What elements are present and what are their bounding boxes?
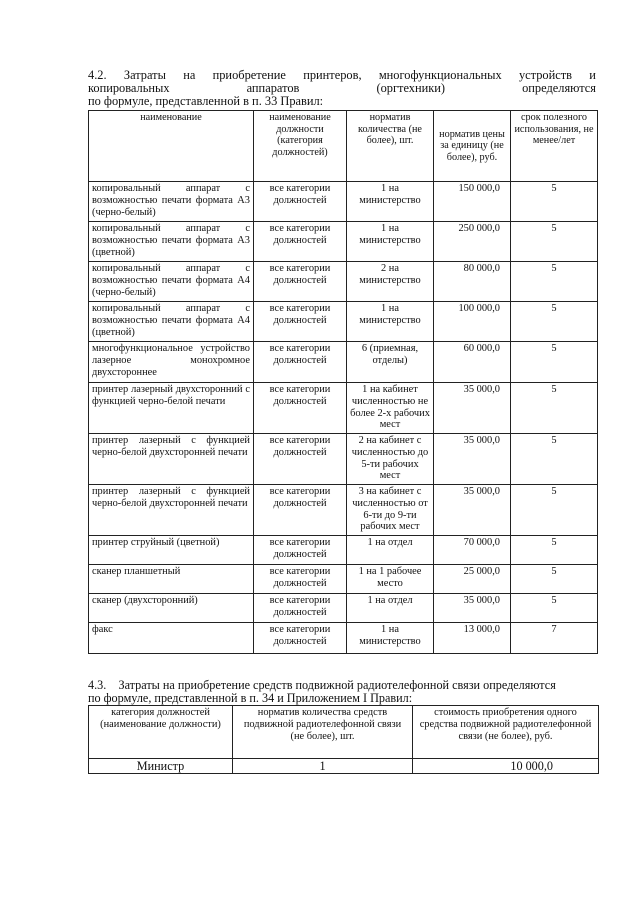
header-price: норматив цены за единицу (не более), руб. <box>434 111 511 182</box>
header-quantity: норматив количества (не более), шт. <box>347 111 434 182</box>
cell-quantity: 1 <box>233 759 413 774</box>
cell-name: копировальный аппарат с возможностью печати формата А4 (черно-белый) <box>89 262 254 302</box>
cell-position: все категории должностей <box>254 434 347 485</box>
cell-name: многофункциональное устройство лазерное монохромное двухстороннее <box>89 342 254 383</box>
word: многофункциональных <box>378 68 502 82</box>
word: копировальных <box>88 81 170 95</box>
cell-quantity: 6 (приемная, отделы) <box>347 342 434 383</box>
word: на <box>183 68 196 82</box>
cell-position: все категории должностей <box>254 536 347 565</box>
cell-position: все категории должностей <box>254 485 347 536</box>
cell-price: 35 000,0 <box>434 434 511 485</box>
cell-term: 5 <box>511 222 598 262</box>
table-row <box>89 182 598 222</box>
cell-price: 13 000,0 <box>434 623 511 654</box>
cell-term: 5 <box>511 262 598 302</box>
cell-position: все категории должностей <box>254 565 347 594</box>
cell-term: 5 <box>511 182 598 222</box>
table-row <box>89 536 598 565</box>
cell-position: все категории должностей <box>254 262 347 302</box>
cell-term: 5 <box>511 485 598 536</box>
cell-name: копировальный аппарат с возможностью печати формата А4 (цветной) <box>89 302 254 342</box>
cell-category: Министр <box>89 759 233 774</box>
cell-name: принтер струйный (цветной) <box>89 536 254 565</box>
cell-quantity: 1 на министерство <box>347 222 434 262</box>
cell-name: копировальный аппарат с возможностью печати формата А3 (цветной) <box>89 222 254 262</box>
cell-quantity: 1 на министерство <box>347 623 434 654</box>
cell-name: сканер планшетный <box>89 565 254 594</box>
cell-price: 150 000,0 <box>434 182 511 222</box>
word: 4.2. <box>88 68 107 82</box>
cell-name: сканер (двухсторонний) <box>89 594 254 623</box>
cell-term: 5 <box>511 434 598 485</box>
printers-table-body <box>89 182 598 654</box>
cell-name: факс <box>89 623 254 654</box>
cell-name: копировальный аппарат с возможностью печати формата А3 (черно-белый) <box>89 182 254 222</box>
cell-term: 5 <box>511 565 598 594</box>
cell-position: все категории должностей <box>254 383 347 434</box>
cell-price: 80 000,0 <box>434 262 511 302</box>
cell-position: все категории должностей <box>254 342 347 383</box>
cell-quantity: 1 на 1 рабочее место <box>347 565 434 594</box>
table-row <box>89 342 598 383</box>
header-category: категория должностей (наименование должности) <box>89 706 233 759</box>
header-position: наименование должности (категория должностей) <box>254 111 347 182</box>
cell-position: все категории должностей <box>254 182 347 222</box>
cell-term: 5 <box>511 342 598 383</box>
table-header-row <box>89 706 599 759</box>
cell-term: 5 <box>511 383 598 434</box>
cell-price: 250 000,0 <box>434 222 511 262</box>
cell-quantity: 1 на отдел <box>347 594 434 623</box>
section-4-2-line-3: по формуле, представленной в п. 33 Правил: <box>88 94 324 108</box>
cell-position: все категории должностей <box>254 222 347 262</box>
cell-quantity: 3 на кабинет с численностью от 6-ти до 9-ти рабочих мест <box>347 485 434 536</box>
word: принтеров, <box>303 68 362 82</box>
cell-quantity: 2 на кабинет с численностью до 5-ти рабочих мест <box>347 434 434 485</box>
section-4-3-line-2: по формуле, представленной в п. 34 и Приложением I Правил: <box>88 691 413 705</box>
cell-name: принтер лазерный с функцией черно-белой двухсторонней печати <box>89 434 254 485</box>
cell-price: 70 000,0 <box>434 536 511 565</box>
cell-term: 7 <box>511 623 598 654</box>
header-cost: стоимость приобретения одного средства подвижной радиотелефонной связи (не более), руб. <box>413 706 599 759</box>
table-row <box>89 565 598 594</box>
table-row <box>89 434 598 485</box>
header-term: срок полезного использования, не менее/лет <box>511 111 598 182</box>
cell-name: принтер лазерный с функцией черно-белой двухсторонней печати <box>89 485 254 536</box>
cell-price: 35 000,0 <box>434 383 511 434</box>
table-header-row <box>89 111 598 182</box>
cell-cost: 10 000,0 <box>413 759 599 774</box>
printers-table <box>88 110 598 654</box>
cell-position: все категории должностей <box>254 302 347 342</box>
cell-name: принтер лазерный двухсторонний с функцией черно-белой печати <box>89 383 254 434</box>
cell-price: 35 000,0 <box>434 594 511 623</box>
word: определяются <box>522 81 596 95</box>
section-4-3-text <box>88 679 596 705</box>
word: приобретение <box>212 68 286 82</box>
table-row <box>89 302 598 342</box>
table-row <box>89 383 598 434</box>
table-row <box>89 759 599 774</box>
cell-term: 5 <box>511 536 598 565</box>
cell-position: все категории должностей <box>254 594 347 623</box>
header-quantity: норматив количества средств подвижной радиотелефонной связи (не более), шт. <box>233 706 413 759</box>
cell-term: 5 <box>511 594 598 623</box>
cell-quantity: 1 на министерство <box>347 182 434 222</box>
cell-price: 25 000,0 <box>434 565 511 594</box>
cell-quantity: 1 на кабинет численностью не более 2-х рабочих мест <box>347 383 434 434</box>
header-name: наименование <box>89 111 254 182</box>
word: (оргтехники) <box>376 81 446 95</box>
cell-price: 100 000,0 <box>434 302 511 342</box>
word: и <box>589 68 596 82</box>
section-4-3-line-1: 4.3. Затраты на приобретение средств подвижной радиотелефонной связи определяются <box>88 678 556 692</box>
word: Затраты <box>123 68 166 82</box>
cell-price: 35 000,0 <box>434 485 511 536</box>
cell-quantity: 2 на министерство <box>347 262 434 302</box>
table-row <box>89 485 598 536</box>
cell-position: все категории должностей <box>254 623 347 654</box>
table-row <box>89 623 598 654</box>
cell-quantity: 1 на министерство <box>347 302 434 342</box>
section-4-2-text <box>88 69 596 108</box>
table-row <box>89 222 598 262</box>
table-row <box>89 262 598 302</box>
word: устройств <box>518 68 573 82</box>
cell-term: 5 <box>511 302 598 342</box>
cell-quantity: 1 на отдел <box>347 536 434 565</box>
cell-price: 60 000,0 <box>434 342 511 383</box>
radio-equipment-table <box>88 705 599 774</box>
word: аппаратов <box>246 81 300 95</box>
table-row <box>89 594 598 623</box>
